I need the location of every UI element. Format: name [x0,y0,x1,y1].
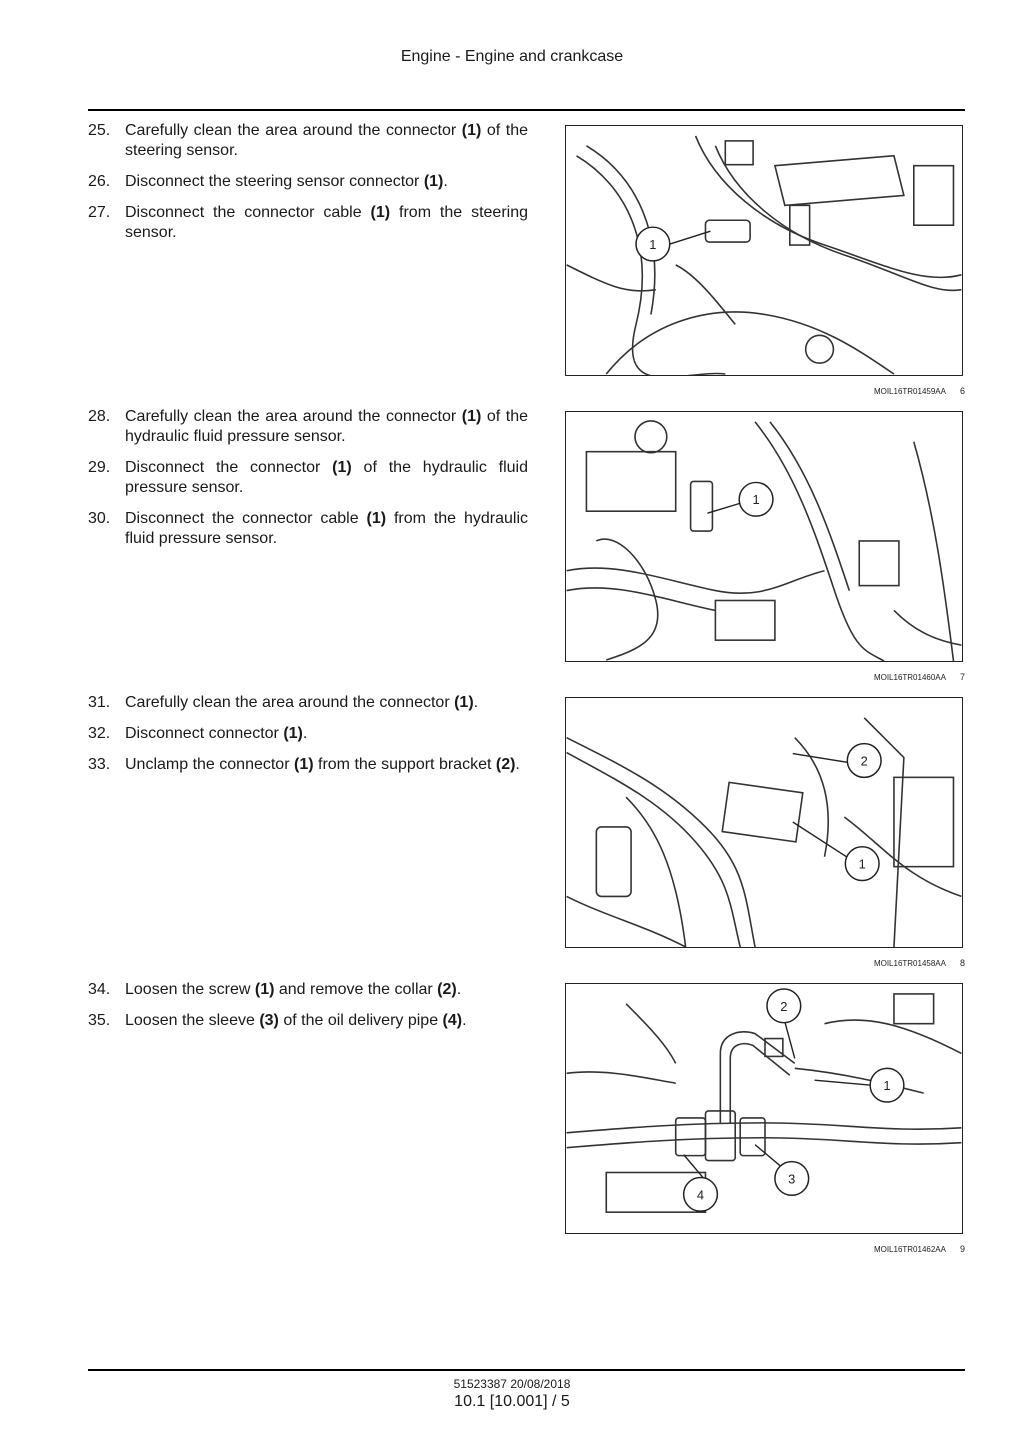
step-item: 30. Disconnect the connector cable (1) from the hydraulic fluid pressure sensor. [88,510,529,547]
connector-bracket-illustration [566,698,962,947]
figure-number: 6 [959,386,965,396]
step-item: 31. Carefully clean the area around the connector (1). [88,694,479,711]
figure-9-illustration [565,983,963,1234]
step-item: 34. Loosen the screw (1) and remove the collar (2). [88,981,462,998]
figure-9-caption [760,1244,965,1254]
footer-page-reference: 10.1 [10.001] / 5 [454,1393,570,1410]
steps-list-3 [88,693,528,786]
callout-2: 2 [780,998,788,1014]
page-header-title: Engine - Engine and crankcase [400,48,624,65]
callout-3: 3 [788,1171,796,1187]
footer-rule [88,1369,965,1371]
oil-pipe-illustration [566,984,962,1233]
callout-1: 1 [752,492,760,508]
figure-8-illustration [565,697,963,948]
steps-list-4 [88,980,528,1042]
steps-list-1 [88,121,528,254]
callout-1: 1 [649,237,657,253]
figure-code: MOIL16TR01458AA [873,959,946,968]
figure-code: MOIL16TR01462AA [873,1245,946,1254]
step-item: 26. Disconnect the steering sensor connector (1). [88,173,448,190]
figure-6-illustration [565,125,963,376]
callout-1: 1 [883,1078,891,1094]
figure-number: 8 [959,958,965,968]
figure-code: MOIL16TR01459AA [873,387,946,396]
figure-number: 9 [959,1244,965,1254]
callout-4: 4 [696,1187,705,1203]
figure-8-caption [760,958,965,968]
step-item: 35. Loosen the sleeve (3) of the oil delivery pipe (4). [88,1012,467,1029]
figure-code: MOIL16TR01460AA [873,673,946,682]
step-item: 28. Carefully clean the area around the connector (1) of the hydraulic fluid pressure sensor. [88,408,528,445]
pressure-sensor-illustration [566,412,962,661]
figure-7-illustration [565,411,963,662]
step-item: 27. Disconnect the connector cable (1) from the steering sensor. [88,204,529,241]
footer-doc-reference: 51523387 20/08/2018 [453,1377,571,1391]
step-item: 29. Disconnect the connector (1) of the hydraulic fluid pressure sensor. [88,459,529,496]
steering-sensor-illustration [566,126,962,375]
callout-1: 1 [858,856,866,872]
step-item: 25. Carefully clean the area around the connector (1) of the steering sensor. [88,122,528,159]
callout-2: 2 [860,753,868,769]
steps-list-2 [88,407,528,560]
figure-7-caption [760,672,965,682]
header-rule [88,109,965,111]
step-item: 33. Unclamp the connector (1) from the support bracket (2). [88,756,520,773]
step-item: 32. Disconnect connector (1). [88,725,308,742]
figure-number: 7 [959,672,965,682]
figure-6-caption [760,386,965,396]
